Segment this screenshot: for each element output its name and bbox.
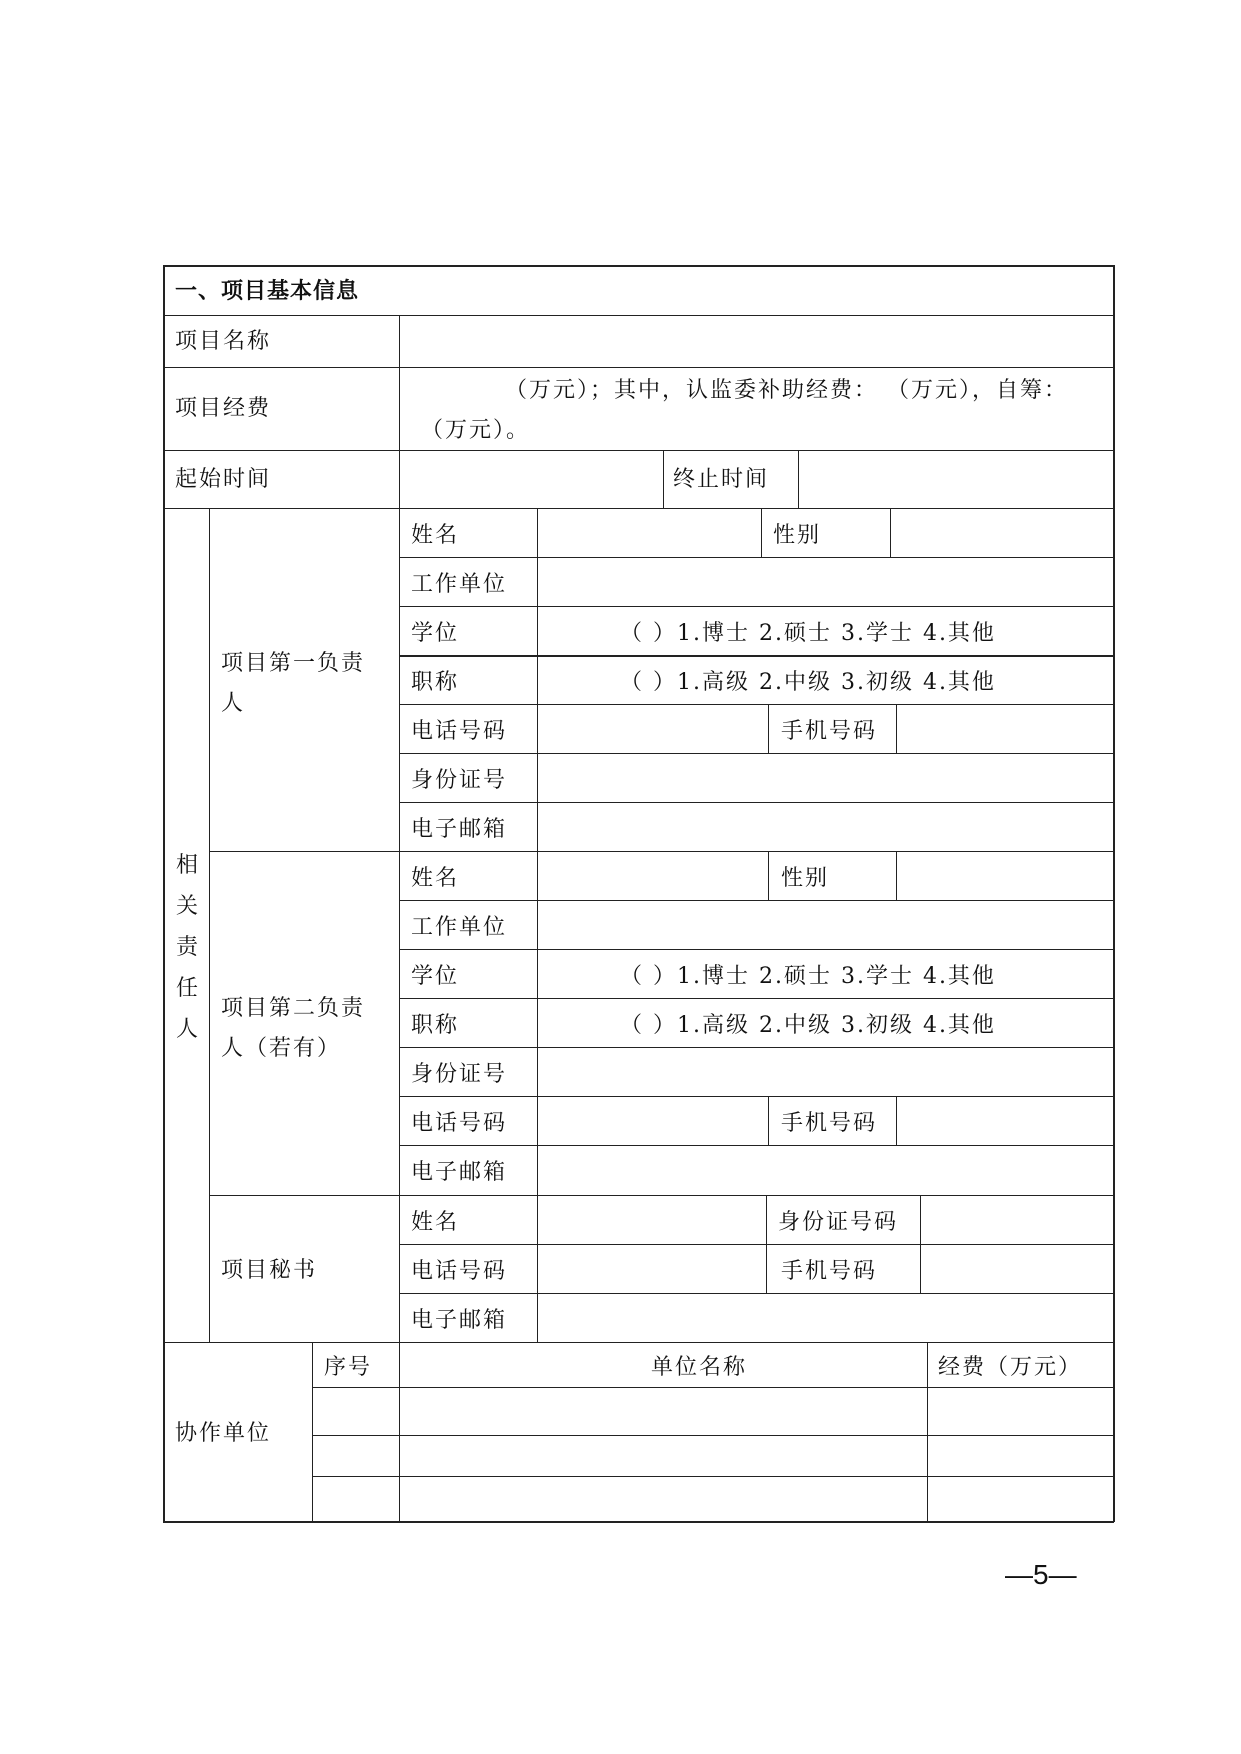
first-phone-label: 电话号码: [411, 719, 508, 744]
first-employer-input[interactable]: [540, 559, 1111, 605]
second-employer-label: 工作单位: [411, 915, 508, 940]
secretary-email-input[interactable]: [540, 1295, 1111, 1341]
first-gender-input[interactable]: [893, 510, 1111, 556]
partners-label: 协作单位: [175, 1421, 272, 1446]
partners-row-funding[interactable]: [930, 1438, 1111, 1474]
end-time-label: 终止时间: [673, 467, 770, 492]
secretary-mobile-input[interactable]: [923, 1246, 1111, 1292]
col-line: [768, 851, 769, 901]
second-email-input[interactable]: [540, 1147, 1111, 1193]
row-line: [399, 606, 1114, 607]
row-line: [399, 704, 1114, 705]
second-mobile-input[interactable]: [899, 1098, 1111, 1144]
partners-row-index[interactable]: [315, 1390, 397, 1433]
partners-row-name[interactable]: [402, 1438, 925, 1474]
first-name-input[interactable]: [540, 510, 759, 556]
project-funding-label: 项目经费: [175, 396, 272, 421]
funding-line-1: （万元）；其中，认监委补助经费： （万元），自筹：: [505, 378, 1068, 403]
end-time-input[interactable]: [801, 453, 1111, 506]
row-line: [163, 1342, 1114, 1343]
secretary-email-label: 电子邮箱: [411, 1308, 508, 1333]
funding-line-2: （万元）。: [421, 418, 531, 443]
first-email-input[interactable]: [540, 804, 1111, 850]
second-degree-label: 学位: [411, 964, 460, 989]
row-line: [399, 900, 1114, 901]
first-id-label: 身份证号: [411, 768, 508, 793]
secretary-phone-label: 电话号码: [411, 1259, 508, 1284]
row-line: [399, 655, 1114, 657]
secretary-label: 项目秘书: [221, 1258, 318, 1283]
row-line: [312, 1476, 1114, 1477]
project-name-label: 项目名称: [175, 329, 272, 354]
row-line: [163, 508, 1114, 509]
second-title-label: 职称: [411, 1013, 460, 1038]
col-line: [537, 508, 538, 1343]
first-degree-options[interactable]: （ ）1.博士 2.硕士 3.学士 4.其他: [620, 621, 996, 646]
col-line: [312, 1342, 313, 1522]
col-line: [209, 508, 210, 1343]
row-line: [163, 367, 1114, 368]
partners-col-name: 单位名称: [651, 1355, 748, 1380]
col-line: [399, 315, 400, 1522]
second-mobile-label: 手机号码: [781, 1111, 878, 1136]
partners-row-funding[interactable]: [930, 1390, 1111, 1433]
first-degree-label: 学位: [411, 621, 460, 646]
row-line: [399, 1293, 1114, 1294]
row-line: [209, 1195, 1114, 1196]
partners-col-index: 序号: [324, 1355, 373, 1380]
col-line: [896, 704, 897, 754]
group-char: 任: [175, 976, 198, 1001]
col-line: [927, 1342, 928, 1522]
secretary-id-input[interactable]: [923, 1197, 1111, 1243]
row-line: [399, 557, 1114, 558]
col-line: [890, 508, 891, 558]
secretary-name-label: 姓名: [411, 1210, 460, 1235]
col-line: [920, 1195, 921, 1294]
group-char: 相: [175, 853, 198, 878]
row-line: [399, 753, 1114, 754]
second-id-input[interactable]: [540, 1049, 1111, 1095]
row-line: [399, 1244, 1114, 1245]
col-line: [768, 1096, 769, 1146]
table-left-border: [163, 265, 165, 1522]
second-email-label: 电子邮箱: [411, 1160, 508, 1185]
responsible-group-label: [174, 845, 200, 1050]
page-number: —5—: [1005, 1559, 1077, 1590]
group-char: 人: [175, 1017, 198, 1042]
col-line: [798, 450, 799, 509]
first-gender-label: 性别: [773, 523, 822, 548]
row-line: [163, 450, 1114, 451]
second-title-options[interactable]: （ ）1.高级 2.中级 3.初级 4.其他: [620, 1013, 996, 1038]
row-line: [399, 1047, 1114, 1048]
partners-row-index[interactable]: [315, 1479, 397, 1519]
section-title: 一、项目基本信息: [175, 279, 360, 304]
col-line: [663, 450, 664, 509]
partners-row-index[interactable]: [315, 1438, 397, 1474]
row-line: [399, 1096, 1114, 1097]
partners-row-funding[interactable]: [930, 1479, 1111, 1519]
secretary-mobile-label: 手机号码: [781, 1259, 878, 1284]
table-right-border: [1113, 265, 1115, 1522]
row-line: [312, 1435, 1114, 1436]
first-responsible-label-1: 项目第一负责: [221, 651, 366, 676]
secretary-phone-input[interactable]: [540, 1246, 764, 1292]
first-title-label: 职称: [411, 670, 460, 695]
table-top-border: [163, 265, 1114, 267]
col-line: [896, 1096, 897, 1146]
secretary-id-label: 身份证号码: [778, 1210, 899, 1235]
second-id-label: 身份证号: [411, 1062, 508, 1087]
second-name-input[interactable]: [540, 853, 766, 899]
first-responsible-label-2: 人: [221, 691, 246, 716]
partners-row-name[interactable]: [402, 1479, 925, 1519]
col-line: [766, 1195, 767, 1294]
second-degree-options[interactable]: （ ）1.博士 2.硕士 3.学士 4.其他: [620, 964, 996, 989]
start-time-input[interactable]: [402, 453, 661, 506]
col-line: [768, 704, 769, 754]
first-employer-label: 工作单位: [411, 572, 508, 597]
row-line: [399, 1145, 1114, 1146]
second-name-label: 姓名: [411, 866, 460, 891]
table-bottom-border: [163, 1521, 1114, 1523]
second-responsible-label-1: 项目第二负责: [221, 996, 366, 1021]
row-line: [399, 998, 1114, 999]
first-phone-input[interactable]: [540, 706, 766, 752]
second-gender-label: 性别: [781, 866, 830, 891]
project-name-input[interactable]: [402, 318, 1111, 365]
first-email-label: 电子邮箱: [411, 817, 508, 842]
second-employer-input[interactable]: [540, 902, 1111, 948]
first-name-label: 姓名: [411, 523, 460, 548]
row-line: [399, 949, 1114, 950]
second-phone-label: 电话号码: [411, 1111, 508, 1136]
group-char: 关: [175, 894, 198, 919]
first-id-input[interactable]: [540, 755, 1111, 801]
row-line: [209, 851, 1114, 852]
col-line: [896, 851, 897, 901]
row-line: [399, 802, 1114, 803]
row-line: [163, 315, 1114, 316]
partners-col-funding: 经费（万元）: [938, 1355, 1083, 1380]
row-line: [312, 1387, 1114, 1388]
col-line: [761, 508, 762, 558]
start-time-label: 起始时间: [175, 467, 272, 492]
second-gender-input[interactable]: [899, 853, 1111, 899]
second-phone-input[interactable]: [540, 1098, 766, 1144]
first-mobile-label: 手机号码: [781, 719, 878, 744]
first-title-options[interactable]: （ ）1.高级 2.中级 3.初级 4.其他: [620, 670, 996, 695]
first-mobile-input[interactable]: [899, 706, 1111, 752]
second-responsible-label-2: 人（若有）: [221, 1036, 342, 1061]
group-char: 责: [175, 935, 198, 960]
partners-row-name[interactable]: [402, 1390, 925, 1433]
secretary-name-input[interactable]: [540, 1197, 764, 1243]
